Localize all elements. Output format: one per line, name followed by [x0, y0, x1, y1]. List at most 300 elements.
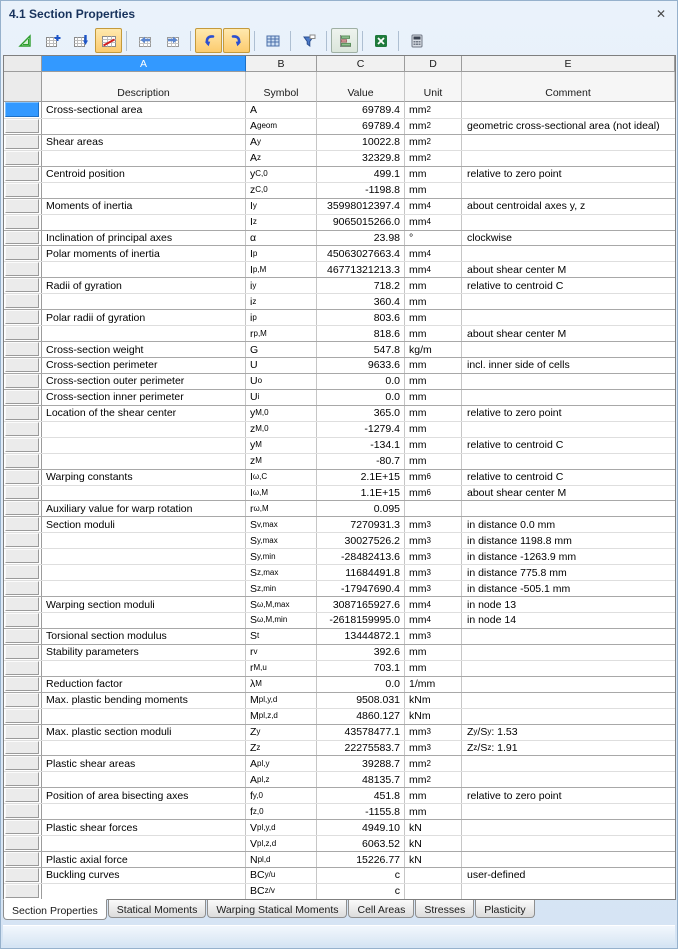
- row-header[interactable]: [4, 756, 42, 771]
- symbol-cell[interactable]: Z y: [246, 725, 317, 740]
- description-cell[interactable]: Buckling curves: [42, 868, 246, 883]
- description-cell[interactable]: [42, 741, 246, 756]
- description-cell[interactable]: [42, 884, 246, 899]
- comment-cell[interactable]: [462, 661, 675, 676]
- description-cell[interactable]: [42, 326, 246, 341]
- value-cell[interactable]: -1155.8: [317, 804, 405, 819]
- row-header[interactable]: [4, 772, 42, 787]
- value-cell[interactable]: 2.1E+15: [317, 470, 405, 485]
- description-cell[interactable]: Warping section moduli: [42, 597, 246, 612]
- description-cell[interactable]: Cross-section inner perimeter: [42, 390, 246, 405]
- row-header[interactable]: [4, 804, 42, 819]
- symbol-cell[interactable]: i y: [246, 278, 317, 293]
- comment-cell[interactable]: in node 14: [467, 614, 517, 627]
- value-cell[interactable]: 69789.4: [317, 119, 405, 134]
- row-header[interactable]: [4, 852, 42, 867]
- row-indicator[interactable]: [5, 262, 39, 276]
- description-cell[interactable]: Warping constants: [42, 470, 246, 485]
- unit-cell[interactable]: mm: [405, 406, 462, 421]
- comment-cell[interactable]: [462, 804, 675, 819]
- value-cell[interactable]: 0.095: [317, 501, 405, 516]
- symbol-cell[interactable]: I p: [246, 246, 317, 261]
- unit-cell[interactable]: kN: [405, 836, 462, 851]
- symbol-cell[interactable]: I p,M: [246, 262, 317, 277]
- unit-cell[interactable]: mm 2: [405, 102, 462, 118]
- symbol-cell[interactable]: V pl,y,d: [246, 820, 317, 835]
- unit-cell[interactable]: mm 3: [405, 629, 462, 644]
- description-cell[interactable]: Cross-section perimeter: [42, 358, 246, 373]
- row-header[interactable]: [4, 310, 42, 325]
- comment-cell[interactable]: [462, 374, 675, 389]
- value-cell[interactable]: 0.0: [317, 677, 405, 692]
- symbol-cell[interactable]: S ω,M,max: [246, 597, 317, 612]
- comment-cell[interactable]: in distance 1198.8 mm: [467, 534, 572, 547]
- value-cell[interactable]: 1.1E+15: [317, 486, 405, 501]
- unit-cell[interactable]: mm 3: [405, 725, 462, 740]
- description-cell[interactable]: Plastic shear areas: [42, 756, 246, 771]
- description-cell[interactable]: Polar radii of gyration: [42, 310, 246, 325]
- comment-cell[interactable]: [462, 836, 675, 851]
- unit-cell[interactable]: [405, 868, 462, 883]
- symbol-cell[interactable]: U: [246, 358, 317, 373]
- value-cell[interactable]: 46771321213.3: [317, 262, 405, 277]
- row-indicator[interactable]: [5, 804, 39, 818]
- section-values-button[interactable]: [11, 28, 38, 53]
- unit-cell[interactable]: mm 2: [405, 135, 462, 150]
- symbol-cell[interactable]: S y,min: [246, 549, 317, 564]
- comment-cell[interactable]: [462, 215, 675, 230]
- description-cell[interactable]: Max. plastic bending moments: [42, 693, 246, 708]
- description-cell[interactable]: Reduction factor: [42, 677, 246, 692]
- row-header[interactable]: [4, 422, 42, 437]
- symbol-cell[interactable]: z M,0: [246, 422, 317, 437]
- description-cell[interactable]: [42, 533, 246, 548]
- symbol-cell[interactable]: r M,u: [246, 661, 317, 676]
- description-cell[interactable]: Position of area bisecting axes: [42, 788, 246, 803]
- column-letter-D[interactable]: D: [405, 56, 462, 72]
- symbol-cell[interactable]: S y,max: [246, 533, 317, 548]
- description-cell[interactable]: Cross-sectional area: [42, 102, 246, 118]
- row-indicator[interactable]: [5, 597, 39, 611]
- comment-cell[interactable]: Z z /S z : 1.91: [467, 741, 518, 754]
- description-cell[interactable]: [42, 119, 246, 134]
- symbol-cell[interactable]: y M,0: [246, 406, 317, 421]
- comment-cell[interactable]: in distance -505.1 mm: [467, 582, 571, 595]
- description-cell[interactable]: [42, 709, 246, 724]
- unit-cell[interactable]: mm: [405, 454, 462, 469]
- comment-cell[interactable]: in distance 0.0 mm: [467, 518, 556, 531]
- description-cell[interactable]: [42, 836, 246, 851]
- unit-cell[interactable]: mm 3: [405, 741, 462, 756]
- row-header[interactable]: [4, 725, 42, 740]
- row-indicator[interactable]: [5, 741, 39, 755]
- comment-cell[interactable]: [462, 772, 675, 787]
- unit-cell[interactable]: mm 2: [405, 119, 462, 134]
- row-indicator[interactable]: [5, 119, 39, 133]
- row-indicator[interactable]: [5, 342, 39, 356]
- comment-cell[interactable]: [462, 709, 675, 724]
- description-cell[interactable]: [42, 549, 246, 564]
- unit-cell[interactable]: mm 2: [405, 756, 462, 771]
- unit-cell[interactable]: mm 3: [405, 549, 462, 564]
- unit-cell[interactable]: mm: [405, 167, 462, 182]
- tab-cell-areas[interactable]: Cell Areas: [348, 900, 414, 918]
- row-indicator[interactable]: [5, 693, 39, 707]
- symbol-cell[interactable]: y M: [246, 438, 317, 453]
- row-header[interactable]: [4, 246, 42, 261]
- row-indicator[interactable]: [5, 278, 39, 292]
- symbol-cell[interactable]: I ω,M: [246, 486, 317, 501]
- value-cell[interactable]: 48135.7: [317, 772, 405, 787]
- row-header[interactable]: [4, 151, 42, 166]
- column-letter-B[interactable]: B: [246, 56, 317, 72]
- description-cell[interactable]: Plastic axial force: [42, 852, 246, 867]
- row-indicator[interactable]: [5, 486, 39, 500]
- value-cell[interactable]: 4949.10: [317, 820, 405, 835]
- value-cell[interactable]: -1279.4: [317, 422, 405, 437]
- value-cell[interactable]: 6063.52: [317, 836, 405, 851]
- export-excel-button[interactable]: [367, 28, 394, 53]
- symbol-cell[interactable]: BC y/u: [246, 868, 317, 883]
- value-cell[interactable]: 803.6: [317, 310, 405, 325]
- symbol-cell[interactable]: i z: [246, 294, 317, 309]
- description-cell[interactable]: Auxiliary value for warp rotation: [42, 501, 246, 516]
- value-cell[interactable]: 32329.8: [317, 151, 405, 166]
- unit-cell[interactable]: mm: [405, 183, 462, 198]
- symbol-cell[interactable]: U o: [246, 374, 317, 389]
- tab-plasticity[interactable]: Plasticity: [475, 900, 534, 918]
- row-header[interactable]: [4, 836, 42, 851]
- row-indicator[interactable]: [5, 756, 39, 770]
- value-cell[interactable]: 9065015266.0: [317, 215, 405, 230]
- value-cell[interactable]: 0.0: [317, 390, 405, 405]
- calculator-button[interactable]: [403, 28, 430, 53]
- corner-cell[interactable]: [4, 56, 42, 72]
- symbol-cell[interactable]: λ M: [246, 677, 317, 692]
- row-header[interactable]: [4, 629, 42, 644]
- value-cell[interactable]: 30027526.2: [317, 533, 405, 548]
- previous-table-button[interactable]: [131, 28, 158, 53]
- row-indicator[interactable]: [5, 788, 39, 802]
- unit-cell[interactable]: kN: [405, 820, 462, 835]
- unit-cell[interactable]: 1/mm: [405, 677, 462, 692]
- symbol-cell[interactable]: A z: [246, 151, 317, 166]
- row-indicator[interactable]: [5, 661, 39, 675]
- row-indicator[interactable]: [5, 246, 39, 260]
- row-indicator[interactable]: [5, 358, 39, 372]
- unit-cell[interactable]: mm: [405, 661, 462, 676]
- tab-section-properties[interactable]: Section Properties: [3, 899, 107, 920]
- row-header[interactable]: [4, 183, 42, 198]
- description-cell[interactable]: Centroid position: [42, 167, 246, 182]
- jump-forward-button[interactable]: [223, 28, 250, 53]
- comment-cell[interactable]: [462, 135, 675, 150]
- description-cell[interactable]: [42, 438, 246, 453]
- row-indicator[interactable]: [5, 199, 39, 213]
- comment-cell[interactable]: relative to centroid C: [467, 471, 564, 484]
- row-header[interactable]: [4, 501, 42, 516]
- description-cell[interactable]: [42, 772, 246, 787]
- description-cell[interactable]: Shear areas: [42, 135, 246, 150]
- comment-cell[interactable]: relative to zero point: [467, 168, 562, 181]
- row-indicator[interactable]: [5, 390, 39, 404]
- value-cell[interactable]: 22275583.7: [317, 741, 405, 756]
- symbol-cell[interactable]: i p: [246, 310, 317, 325]
- row-header[interactable]: [4, 581, 42, 596]
- unit-cell[interactable]: °: [405, 231, 462, 246]
- comment-cell[interactable]: [462, 246, 675, 261]
- unit-cell[interactable]: mm: [405, 804, 462, 819]
- symbol-cell[interactable]: A pl,y: [246, 756, 317, 771]
- description-cell[interactable]: Cross-section outer perimeter: [42, 374, 246, 389]
- unit-cell[interactable]: mm 3: [405, 565, 462, 580]
- symbol-cell[interactable]: G: [246, 342, 317, 357]
- unit-cell[interactable]: mm 4: [405, 613, 462, 628]
- comment-cell[interactable]: about centroidal axes y, z: [467, 200, 586, 213]
- unit-cell[interactable]: mm 3: [405, 533, 462, 548]
- value-cell[interactable]: 7270931.3: [317, 517, 405, 532]
- row-indicator[interactable]: [5, 374, 39, 388]
- unit-cell[interactable]: mm 2: [405, 151, 462, 166]
- unit-cell[interactable]: mm: [405, 358, 462, 373]
- unit-cell[interactable]: mm 4: [405, 215, 462, 230]
- symbol-cell[interactable]: A y: [246, 135, 317, 150]
- row-header[interactable]: [4, 884, 42, 899]
- row-indicator[interactable]: [5, 629, 39, 643]
- unit-cell[interactable]: mm: [405, 374, 462, 389]
- row-header[interactable]: [4, 135, 42, 150]
- unit-cell[interactable]: mm 3: [405, 581, 462, 596]
- description-cell[interactable]: [42, 294, 246, 309]
- comment-cell[interactable]: relative to centroid C: [467, 279, 564, 292]
- comment-cell[interactable]: [462, 183, 675, 198]
- comment-cell[interactable]: [462, 422, 675, 437]
- row-header[interactable]: [4, 788, 42, 803]
- description-cell[interactable]: [42, 486, 246, 501]
- value-cell[interactable]: 499.1: [317, 167, 405, 182]
- comment-cell[interactable]: user-defined: [467, 869, 526, 882]
- comment-cell[interactable]: [462, 645, 675, 660]
- description-cell[interactable]: [42, 565, 246, 580]
- symbol-cell[interactable]: I y: [246, 199, 317, 214]
- value-cell[interactable]: -134.1: [317, 438, 405, 453]
- description-cell[interactable]: Plastic shear forces: [42, 820, 246, 835]
- symbol-cell[interactable]: M pl,z,d: [246, 709, 317, 724]
- row-indicator[interactable]: [5, 183, 39, 197]
- row-header[interactable]: [4, 358, 42, 373]
- comment-cell[interactable]: [462, 852, 675, 867]
- symbol-cell[interactable]: r p,M: [246, 326, 317, 341]
- comment-cell[interactable]: in node 13: [467, 598, 517, 611]
- description-cell[interactable]: [42, 454, 246, 469]
- row-indicator[interactable]: [5, 310, 39, 324]
- row-indicator[interactable]: [5, 645, 39, 659]
- unit-cell[interactable]: mm: [405, 294, 462, 309]
- row-indicator[interactable]: [5, 820, 39, 834]
- value-cell[interactable]: 4860.127: [317, 709, 405, 724]
- unit-cell[interactable]: kNm: [405, 693, 462, 708]
- comment-cell[interactable]: [462, 884, 675, 899]
- symbol-cell[interactable]: I z: [246, 215, 317, 230]
- value-cell[interactable]: 547.8: [317, 342, 405, 357]
- description-cell[interactable]: Torsional section modulus: [42, 629, 246, 644]
- comment-cell[interactable]: about shear center M: [467, 263, 567, 276]
- description-cell[interactable]: Polar moments of inertia: [42, 246, 246, 261]
- unit-cell[interactable]: mm: [405, 310, 462, 325]
- row-header[interactable]: [4, 406, 42, 421]
- unit-cell[interactable]: mm: [405, 422, 462, 437]
- column-letter-A[interactable]: A: [42, 56, 246, 72]
- insert-row-button[interactable]: [39, 28, 66, 53]
- symbol-cell[interactable]: A: [246, 102, 317, 118]
- unit-cell[interactable]: kg/m: [405, 342, 462, 357]
- row-indicator[interactable]: [5, 135, 39, 149]
- value-cell[interactable]: -17947690.4: [317, 581, 405, 596]
- value-cell[interactable]: 9633.6: [317, 358, 405, 373]
- unit-cell[interactable]: [405, 884, 462, 899]
- symbol-cell[interactable]: y C,0: [246, 167, 317, 182]
- description-cell[interactable]: [42, 661, 246, 676]
- row-header[interactable]: [4, 390, 42, 405]
- row-header[interactable]: [4, 645, 42, 660]
- row-indicator[interactable]: [5, 868, 39, 882]
- row-header[interactable]: [4, 820, 42, 835]
- filter-button[interactable]: [295, 28, 322, 53]
- symbol-cell[interactable]: f y,0: [246, 788, 317, 803]
- value-cell[interactable]: -80.7: [317, 454, 405, 469]
- description-cell[interactable]: Cross-section weight: [42, 342, 246, 357]
- tab-stresses[interactable]: Stresses: [415, 900, 474, 918]
- value-cell[interactable]: 23.98: [317, 231, 405, 246]
- row-header[interactable]: [4, 661, 42, 676]
- unit-cell[interactable]: mm 6: [405, 470, 462, 485]
- row-indicator[interactable]: [5, 231, 39, 245]
- unit-cell[interactable]: mm: [405, 645, 462, 660]
- symbol-cell[interactable]: A pl,z: [246, 772, 317, 787]
- row-header[interactable]: [4, 597, 42, 612]
- row-header[interactable]: [4, 454, 42, 469]
- row-down-button[interactable]: [67, 28, 94, 53]
- row-indicator[interactable]: [5, 581, 39, 595]
- row-indicator[interactable]: [5, 884, 39, 898]
- value-cell[interactable]: 451.8: [317, 788, 405, 803]
- row-header[interactable]: [4, 167, 42, 182]
- comment-cell[interactable]: [462, 629, 675, 644]
- comment-cell[interactable]: [462, 454, 675, 469]
- value-cell[interactable]: 39288.7: [317, 756, 405, 771]
- column-letter-E[interactable]: E: [462, 56, 675, 72]
- unit-cell[interactable]: mm 6: [405, 486, 462, 501]
- unit-cell[interactable]: mm: [405, 278, 462, 293]
- description-cell[interactable]: [42, 151, 246, 166]
- next-table-button[interactable]: [159, 28, 186, 53]
- row-header[interactable]: [4, 709, 42, 724]
- row-indicator[interactable]: [5, 565, 39, 579]
- symbol-cell[interactable]: I ω,C: [246, 470, 317, 485]
- symbol-cell[interactable]: r v: [246, 645, 317, 660]
- row-header[interactable]: [4, 119, 42, 134]
- selected-row-indicator[interactable]: [5, 102, 39, 117]
- symbol-cell[interactable]: z M: [246, 454, 317, 469]
- row-indicator[interactable]: [5, 438, 39, 452]
- row-header[interactable]: [4, 262, 42, 277]
- symbol-cell[interactable]: z C,0: [246, 183, 317, 198]
- value-cell[interactable]: 365.0: [317, 406, 405, 421]
- row-header[interactable]: [4, 438, 42, 453]
- table-view-button[interactable]: [259, 28, 286, 53]
- row-indicator[interactable]: [5, 772, 39, 786]
- row-indicator[interactable]: [5, 470, 39, 484]
- symbol-cell[interactable]: A geom: [246, 119, 317, 134]
- jump-back-button[interactable]: [195, 28, 222, 53]
- value-cell[interactable]: 11684491.8: [317, 565, 405, 580]
- comment-cell[interactable]: geometric cross-sectional area (not ideal): [467, 120, 660, 133]
- comment-cell[interactable]: [462, 310, 675, 325]
- result-diagram-toggle-button[interactable]: [95, 28, 122, 53]
- row-header[interactable]: [4, 549, 42, 564]
- value-cell[interactable]: 718.2: [317, 278, 405, 293]
- value-cell[interactable]: -1198.8: [317, 183, 405, 198]
- row-indicator[interactable]: [5, 852, 39, 866]
- unit-cell[interactable]: kNm: [405, 709, 462, 724]
- unit-cell[interactable]: mm 2: [405, 772, 462, 787]
- symbol-cell[interactable]: S ω,M,min: [246, 613, 317, 628]
- row-indicator[interactable]: [5, 725, 39, 739]
- symbol-cell[interactable]: S z,max: [246, 565, 317, 580]
- description-cell[interactable]: Max. plastic section moduli: [42, 725, 246, 740]
- row-indicator[interactable]: [5, 215, 39, 229]
- comment-cell[interactable]: [462, 342, 675, 357]
- row-header[interactable]: [4, 215, 42, 230]
- row-indicator[interactable]: [5, 709, 39, 723]
- row-header[interactable]: [4, 102, 42, 118]
- row-indicator[interactable]: [5, 454, 39, 468]
- comment-cell[interactable]: [462, 294, 675, 309]
- value-cell[interactable]: 392.6: [317, 645, 405, 660]
- comment-cell[interactable]: relative to zero point: [467, 789, 562, 802]
- row-header[interactable]: [4, 342, 42, 357]
- row-header[interactable]: [4, 470, 42, 485]
- row-header[interactable]: [4, 374, 42, 389]
- comment-cell[interactable]: [462, 501, 675, 516]
- comment-cell[interactable]: [462, 390, 675, 405]
- unit-cell[interactable]: mm 3: [405, 517, 462, 532]
- value-cell[interactable]: 10022.8: [317, 135, 405, 150]
- value-cell[interactable]: -28482413.6: [317, 549, 405, 564]
- description-cell[interactable]: [42, 215, 246, 230]
- row-header[interactable]: [4, 231, 42, 246]
- comment-cell[interactable]: relative to zero point: [467, 407, 562, 420]
- unit-cell[interactable]: mm 4: [405, 262, 462, 277]
- value-cell[interactable]: 43578477.1: [317, 725, 405, 740]
- value-cell[interactable]: 69789.4: [317, 102, 405, 118]
- row-indicator[interactable]: [5, 533, 39, 547]
- description-cell[interactable]: [42, 804, 246, 819]
- values-diagram-button[interactable]: [331, 28, 358, 53]
- value-cell[interactable]: c: [317, 884, 405, 899]
- description-cell[interactable]: Inclination of principal axes: [42, 231, 246, 246]
- row-indicator[interactable]: [5, 294, 39, 308]
- value-cell[interactable]: 0.0: [317, 374, 405, 389]
- description-cell[interactable]: Stability parameters: [42, 645, 246, 660]
- tab-warping-statical-moments[interactable]: Warping Statical Moments: [207, 900, 347, 918]
- unit-cell[interactable]: mm: [405, 390, 462, 405]
- description-cell[interactable]: [42, 581, 246, 596]
- comment-cell[interactable]: [462, 820, 675, 835]
- symbol-cell[interactable]: N pl,d: [246, 852, 317, 867]
- comment-cell[interactable]: [462, 677, 675, 692]
- unit-cell[interactable]: mm: [405, 326, 462, 341]
